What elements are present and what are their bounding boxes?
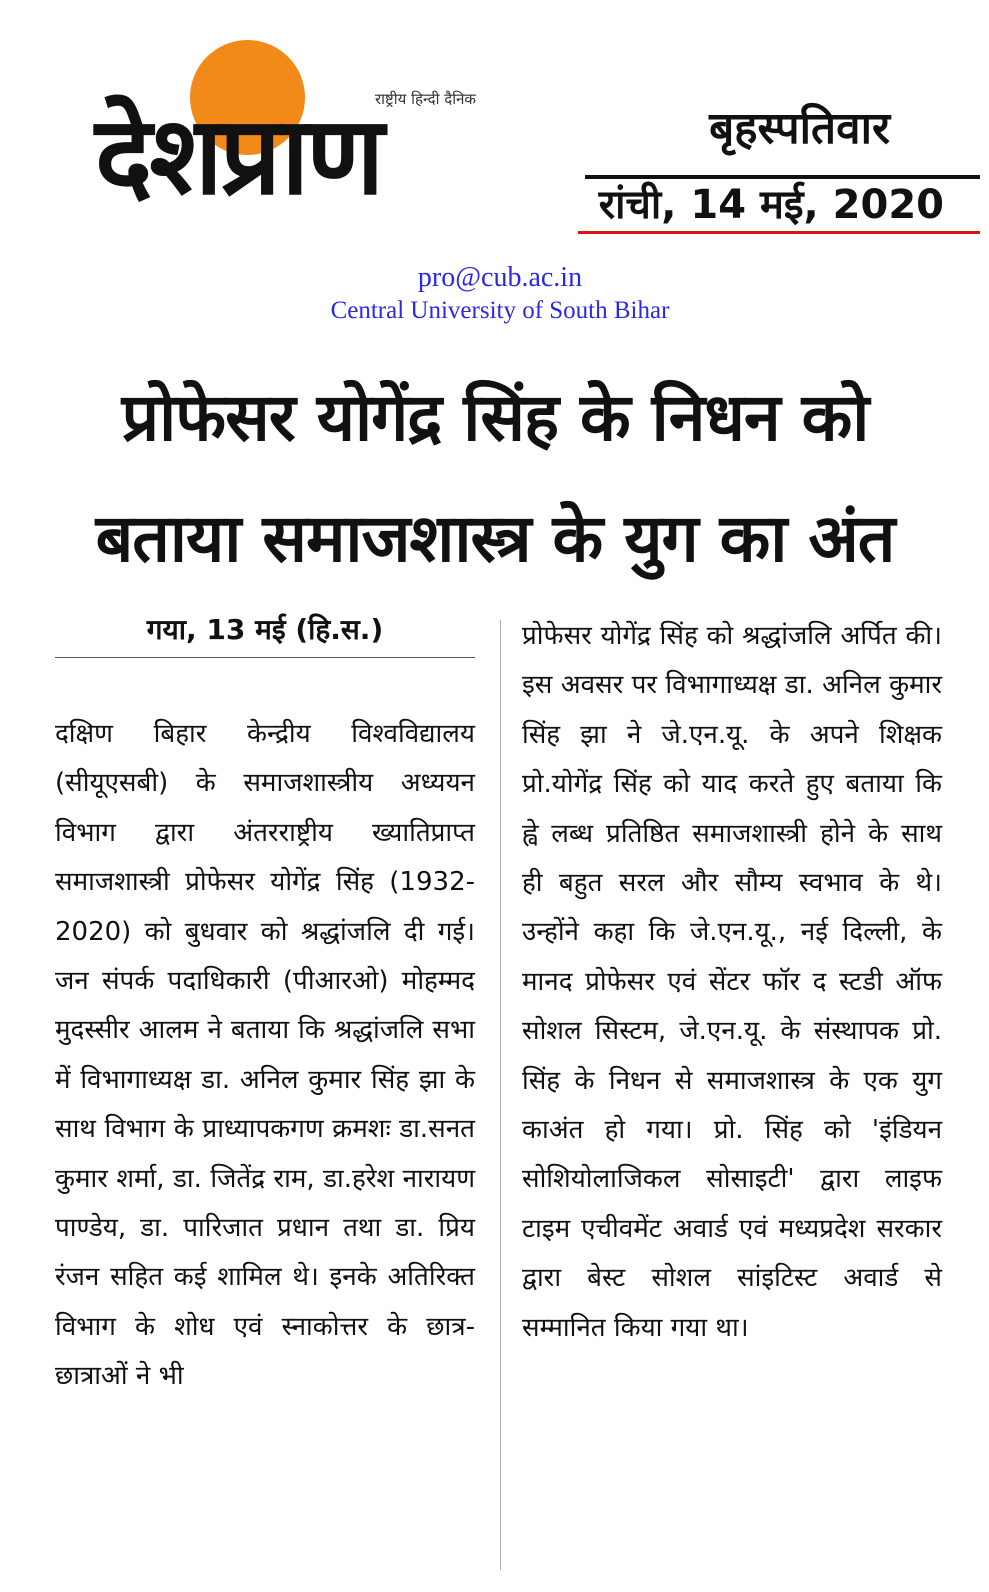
dateline-rule [55,657,475,658]
date-divider [585,175,980,179]
article-column-left: दक्षिण बिहार केन्द्रीय विश्वविद्यालय (सीयूएसबी) के समाजशास्त्रीय अध्ययन विभाग द्वारा अंतरराष्ट्रीय ख्यातिप्राप्त समाजशास्त्री प्रोफेसर योगेंद्र सिंह (1932-2020) को बुधवार को श्रद्धांजलि दी गई। जन संपर्क पदाधिकारी (पीआरओ) मोहम्मद मुदस्सीर आलम ने बताया कि श्रद्धांजलि सभा में विभागाध्यक्ष डा. अनिल कुमार सिंह झा के साथ विभाग के प्राध्यापकगण क्रमशः डा.सनत कुमार शर्मा, डा. जितेंद्र राम, डा.हरेश नारायण पाण्डेय, डा. पारिजात प्रधान तथा डा. प्रिय रंजन सहित कई शामिल थे। इनके अतिरिक्त विभाग के शोध एवं स्नाकोत्तर के छात्र- छात्राओं ने भी [55,719,475,1392]
newspaper-masthead [95,35,555,225]
publication-place-date: रांची, 14 मई, 2020 [598,182,944,228]
logo-tagline: राष्ट्रीय हिन्दी दैनिक [375,90,476,108]
headline-line-2: बताया समाजशास्त्र के युग का अंत [95,500,895,577]
article-column-right: प्रोफेसर योगेंद्र सिंह को श्रद्धांजलि अर्पित की। इस अवसर पर विभागाध्यक्ष डा. अनिल कुमार सिंह झा ने जे.एन.यू. के अपने शिक्षक प्रो.योगेंद्र सिंह को याद करते हुए बताया कि ह्वे लब्ध प्रतिष्ठित समाजशास्त्री होने के साथ ही बहुत सरल और सौम्य स्वभाव के थे। उन्होंने कहा कि जे.एन.यू., नई दिल्ली, के मानद प्रोफेसर एवं सेंटर फॉर द स्टडी ऑफ सोशल सिस्टम, जे.एन.यू. के संस्थापक प्रो. सिंह के निधन से समाजशास्त्र के एक युग काअंत हो गया। प्रो. सिंह को 'इंडियन सोशियोलाजिकल सोसाइटी' द्वारा लाइफ टाइम एचीवमेंट अवार्ड एवं मध्यप्रदेश सरकार द्वारा बेस्ट सोशल सांइटिस्ट अवार्ड से सम्मानित किया गया था। [522,621,942,1343]
headline-line-1: प्रोफेसर योगेंद्र सिंह के निधन को [121,379,869,456]
newspaper-logo: देशप्राण [95,94,382,219]
credit-organization: Central University of South Bihar [330,297,670,324]
article-dateline: गया, 13 मई (हि.स.) [146,613,384,646]
date-underline [578,231,980,234]
publication-day: बृहस्पतिवार [709,103,890,154]
credit-email: pro@cub.ac.in [417,262,583,293]
column-divider [500,620,501,1570]
